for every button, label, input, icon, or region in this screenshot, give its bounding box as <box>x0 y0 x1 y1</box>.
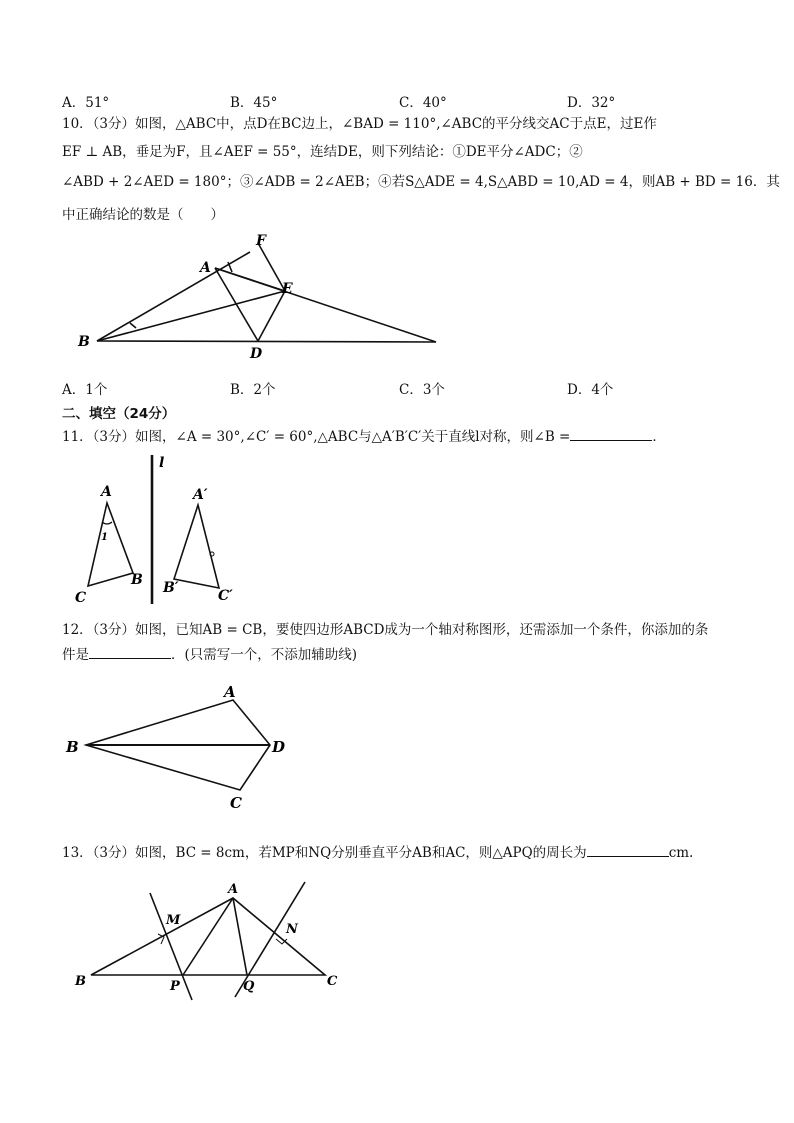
q13-label-n: N <box>286 922 298 937</box>
q9-option-a: A．51° <box>62 95 110 111</box>
q11-angle-mark: 1 <box>101 532 108 543</box>
q10-line-3: ∠ABD + 2∠AED = 180°；③∠ADB = 2∠AEB；④若S△ADE = 4,S△ABD = 10,AD = 4，则AB + BD = 16．其 <box>62 174 780 190</box>
q10-line-1: 10．（3分）如图，△ABC中，点D在BC边上，∠BAD = 110°,∠ABC的平分线交AC于点E，过E作 <box>62 116 657 132</box>
q11-label-l: l <box>159 455 165 471</box>
q12-line-2-start: 件是 <box>62 647 89 663</box>
q12-line-1: 12．（3分）如图，已知AB = CB，要使四边形ABCD成为一个轴对称图形，还需添加一个条件，你添加的条 <box>62 622 709 638</box>
section-2-title: 二、填空（24分） <box>62 406 176 422</box>
q10-line-2: EF ⊥ AB，垂足为F，且∠AEF = 55°，连结DE，则下列结论：①DE平分∠ADC；② <box>62 144 583 160</box>
q12-label-b: B <box>66 738 79 756</box>
q13-label-p: P <box>170 979 180 994</box>
q11-label-c: C <box>75 590 87 606</box>
q9-option-c: C．40° <box>399 95 447 111</box>
q11-label-b: B <box>131 572 143 588</box>
q10-option-d: D．4个 <box>567 382 614 398</box>
q10-label-b: B <box>78 334 90 350</box>
q13-segment-aq <box>233 898 247 975</box>
q11-label-c-prime: C′ <box>218 588 233 604</box>
q10-label-e: E <box>282 281 293 297</box>
q13-segment-ap <box>183 898 233 975</box>
q11-label-a-prime: A′ <box>193 487 208 503</box>
q10-label-d: D <box>250 346 263 362</box>
q9-option-d: D．32° <box>567 95 616 111</box>
q12-label-a: A <box>224 683 236 701</box>
q10-option-b: B．2个 <box>230 382 276 398</box>
q9-option-b: B．45° <box>230 95 278 111</box>
q10-label-f: F <box>256 233 266 249</box>
q12-label-c: C <box>230 794 242 812</box>
q13-label-c: C <box>327 974 338 989</box>
q11-label-a: A <box>101 484 112 500</box>
q13-label-b: B <box>75 974 86 989</box>
q12-label-d: D <box>272 738 286 756</box>
q12-line-2-end: ．(只需写一个，不添加辅助线) <box>171 647 358 663</box>
q11-question: 11．（3分）如图，∠A = 30°,∠C′ = 60°,△ABC与△A′B′C′关于直线l对称，则∠B = <box>62 429 571 445</box>
q10-option-a: A．1个 <box>62 382 108 398</box>
q13-label-a: A <box>228 882 239 897</box>
q10-option-c: C．3个 <box>399 382 445 398</box>
q11-label-b-prime: B′ <box>163 580 179 596</box>
q10-line-4: 中正确结论的数是（ ） <box>62 207 224 223</box>
q13-end: cm. <box>668 845 694 861</box>
q13-question: 13．（3分）如图，BC = 8cm，若MP和NQ分别垂直平分AB和AC，则△APQ的周长为 <box>62 845 587 861</box>
q13-label-m: M <box>166 913 181 928</box>
q10-label-a: A <box>200 260 211 276</box>
q13-label-q: Q <box>243 979 255 994</box>
q11-end: ． <box>652 429 666 445</box>
